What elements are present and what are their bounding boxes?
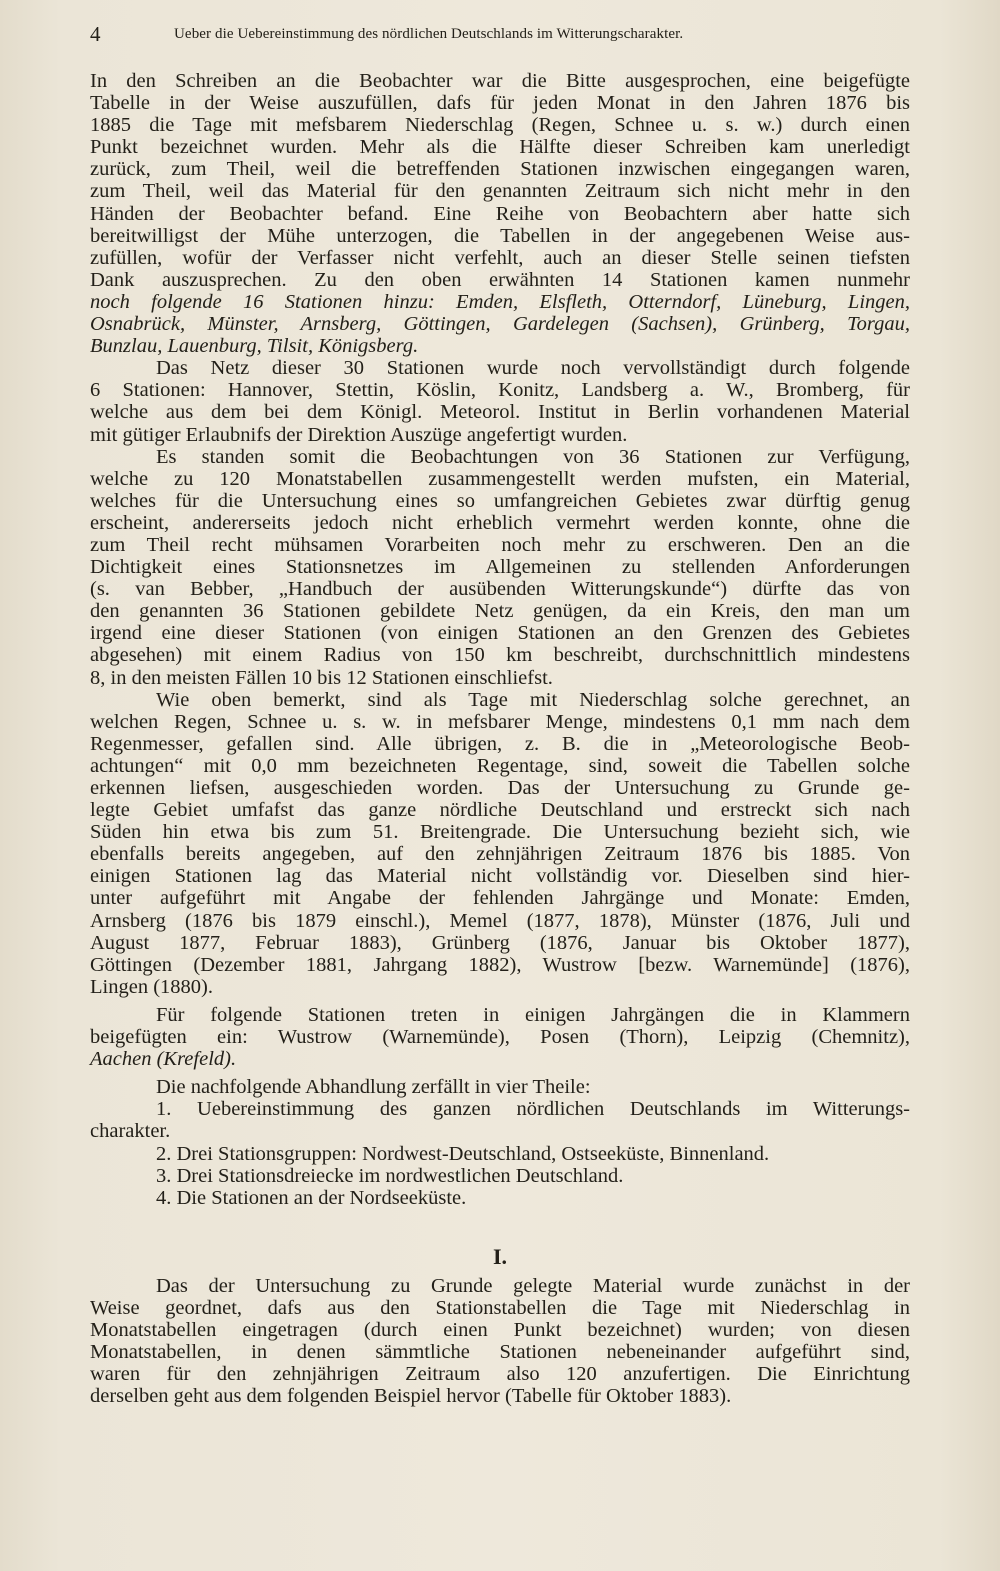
text-line: ebenfalls bereits angegeben, auf den zehnjährigen Zeitraum 1876 bis 1885. Von	[90, 843, 910, 866]
list-text: Die Stationen an der Nordseeküste.	[176, 1186, 467, 1209]
list-item	[90, 1165, 910, 1187]
paragraph-1	[90, 70, 910, 357]
list-continuation: charakter.	[90, 1120, 171, 1143]
list-text: Drei Stationsgruppen: Nordwest-Deutschland, Ostseeküste, Binnenland.	[176, 1142, 770, 1165]
paragraph-6	[90, 1076, 910, 1098]
list-number: 3.	[156, 1164, 172, 1187]
spacer	[90, 1209, 910, 1245]
text-line: August 1877, Februar 1883), Grünberg (1876, Januar bis Oktober 1877),	[90, 931, 910, 954]
text-line: In den Schreiben an die Beobachter war die Bitte ausgesprochen, eine beigefügte	[90, 70, 910, 92]
list-text: Uebereinstimmung des ganzen nördlichen Deutschlands im Witterungs-	[197, 1098, 910, 1121]
text-line: Das der Untersuchung zu Grunde gelegte Material wurde zunächst in der	[156, 1274, 910, 1297]
text-line: Dichtigkeit eines Stationsnetzes im Allgemeinen zu stellenden Anforderungen	[90, 556, 910, 579]
text-line: Süden hin etwa bis zum 51. Breitengrade. Die Untersuchung bezieht sich, wie	[90, 821, 910, 844]
text-line: legte Gebiet umfafst das ganze nördliche Deutschland und erstreckt sich nach	[90, 799, 910, 822]
parts-list	[90, 1098, 910, 1208]
text-line: einigen Stationen lag das Material nicht vollständig vor. Dieselben sind hier-	[90, 865, 910, 888]
text-line: Punkt bezeichnet wurden. Mehr als die Hälfte dieser Schreiben kam unerledigt	[90, 136, 910, 159]
list-line	[90, 1165, 910, 1187]
text-line: Dank auszusprechen. Zu den oben erwähnten 14 Stationen kamen nunmehr	[90, 268, 910, 291]
text-line: mit gütiger Erlaubnifs der Direktion Auszüge angefertigt wurden.	[90, 423, 628, 446]
text-line: Für folgende Stationen treten in einigen Jahrgängen die in Klammern	[156, 1003, 910, 1026]
text-line: zufüllen, wofür der Verfasser nicht verfehlt, auch an dieser Stelle seinen tiefsten	[90, 246, 910, 269]
text-line: irgend eine dieser Stationen (von einigen Stationen an den Grenzen des Gebietes	[90, 622, 910, 645]
list-line	[90, 1098, 910, 1120]
paragraph-2	[90, 357, 910, 445]
list-number: 1.	[156, 1098, 172, 1121]
page-number: 4	[90, 22, 101, 46]
text-line: 1885 die Tage mit mefsbarem Niederschlag (Regen, Schnee u. s. w.) durch einen	[90, 114, 910, 137]
text-line: Es standen somit die Beobachtungen von 36 Stationen zur Verfügung,	[156, 445, 910, 468]
text-line: unter aufgeführt mit Angabe der fehlenden Jahrgänge und Monate: Emden,	[90, 887, 910, 910]
running-head: Ueber die Uebereinstimmung des nördlichen Deutschlands im Witterungscharakter.	[174, 26, 684, 42]
list-item	[90, 1187, 910, 1209]
text-line: abgesehen) mit einem Radius von 150 km beschreibt, durchschnittlich mindestens	[90, 644, 910, 667]
text-line: Tabelle in der Weise auszufüllen, dafs für jeden Monat in den Jahren 1876 bis	[90, 92, 910, 115]
text-line: welche zu 120 Monatstabellen zusammengestellt werden mufsten, ein Material,	[90, 467, 910, 490]
text-line: erkennen liefsen, ausgeschieden worden. Das der Untersuchung zu Grunde ge-	[90, 777, 910, 799]
page-header	[90, 22, 910, 50]
text-line: beigefügten ein: Wustrow (Warnemünde), Posen (Thorn), Leipzig (Chemnitz),	[90, 1026, 910, 1049]
text-line: Monatstabellen eingetragen (durch einen Punkt bezeichnet) wurden; von diesen	[90, 1318, 910, 1341]
paragraph-3	[90, 446, 910, 689]
text-line: zurück, zum Theil, weil die betreffenden Stationen inzwischen eingegangen waren,	[90, 158, 910, 181]
text-line: achtungen“ mit 0,0 mm bezeichneten Regentage, sind, soweit die Tabellen solche	[90, 754, 910, 777]
text-line: zum Theil, weil das Material für den genannten Zeitraum sich nicht mehr in den	[90, 180, 910, 203]
text-line: den genannten 36 Stationen gebildete Netz genügen, da ein Kreis, den man um	[90, 600, 910, 623]
text-line: waren für den zehnjährigen Zeitraum also 120 anzufertigen. Die Einrichtung	[90, 1363, 910, 1386]
list-text: Drei Stationsdreiecke im nordwestlichen Deutschland.	[176, 1164, 624, 1187]
section-heading: I.	[492, 1243, 508, 1269]
text-line: (s. van Bebber, „Handbuch der ausübenden Witterungskunde“) dürfte das von	[90, 578, 910, 601]
list-item	[90, 1143, 910, 1165]
list-number: 4.	[156, 1186, 172, 1209]
list-line	[90, 1187, 910, 1209]
text-line: Weise geordnet, dafs aus den Stationstabellen die Tage mit Niederschlag in	[90, 1296, 910, 1319]
text-line: bereitwilligst der Mühe unterzogen, die Tabellen in der angegebenen Weise aus-	[90, 224, 910, 247]
text-line: derselben geht aus dem folgenden Beispiel hervor (Tabelle für Oktober 1883).	[90, 1385, 732, 1408]
body-text	[90, 70, 910, 1407]
text-line: Das Netz dieser 30 Stationen wurde noch vervollständigt durch folgende	[156, 357, 910, 380]
text-line: welches für die Untersuchung eines so umfangreichen Gebietes zwar dürftig genug	[90, 489, 910, 512]
text-line: Die nachfolgende Abhandlung zerfällt in vier Theile:	[156, 1076, 591, 1099]
text-line: Bunzlau, Lauenburg, Tilsit, Königsberg.	[90, 335, 419, 358]
text-line: Göttingen (Dezember 1881, Jahrgang 1882), Wustrow [bezw. Warnemünde] (1876),	[90, 953, 910, 976]
text-line: Arnsberg (1876 bis 1879 einschl.), Memel (1877, 1878), Münster (1876, Juli und	[90, 909, 910, 932]
list-line	[90, 1143, 910, 1165]
section-paragraph	[90, 1275, 910, 1408]
text-line: erscheint, andererseits jedoch nicht erheblich vermehrt werden konnte, ohne die	[90, 511, 910, 534]
text-line: Wie oben bemerkt, sind als Tage mit Niederschlag solche gerechnet, an	[156, 688, 910, 711]
text-line: Monatstabellen, in denen sämmtliche Stationen nebeneinander aufgeführt sind,	[90, 1341, 910, 1364]
paragraph-4	[90, 689, 910, 998]
text-line: noch folgende 16 Stationen hinzu: Emden, Elsfleth, Otterndorf, Lüneburg, Lingen,	[90, 290, 910, 313]
text-line: Aachen (Krefeld).	[90, 1048, 237, 1071]
text-line: welche aus dem bei dem Königl. Meteorol. Institut in Berlin vorhandenen Material	[90, 401, 910, 424]
text-line: welchen Regen, Schnee u. s. w. in mefsbarer Menge, mindestens 0,1 mm nach dem	[90, 710, 910, 733]
paragraph-5	[90, 1004, 910, 1070]
list-number: 2.	[156, 1142, 172, 1165]
text-line: Osnabrück, Münster, Arnsberg, Göttingen, Gardelegen (Sachsen), Grünberg, Torgau,	[90, 313, 910, 336]
text-line: 6 Stationen: Hannover, Stettin, Köslin, Konitz, Landsberg a. W., Bromberg, für	[90, 379, 910, 402]
list-item	[90, 1098, 910, 1142]
text-line: Regenmesser, gefallen sind. Alle übrigen, z. B. die in „Meteorologische Beob-	[90, 732, 910, 755]
text-line: 8, in den meisten Fällen 10 bis 12 Stationen einschliefst.	[90, 666, 553, 689]
text-line: zum Theil recht mühsamen Vorarbeiten noch mehr zu erschweren. Den an die	[90, 533, 910, 556]
text-line: Lingen (1880).	[90, 975, 213, 998]
text-line: Händen der Beobachter befand. Eine Reihe von Beobachtern aber hatte sich	[90, 202, 910, 225]
